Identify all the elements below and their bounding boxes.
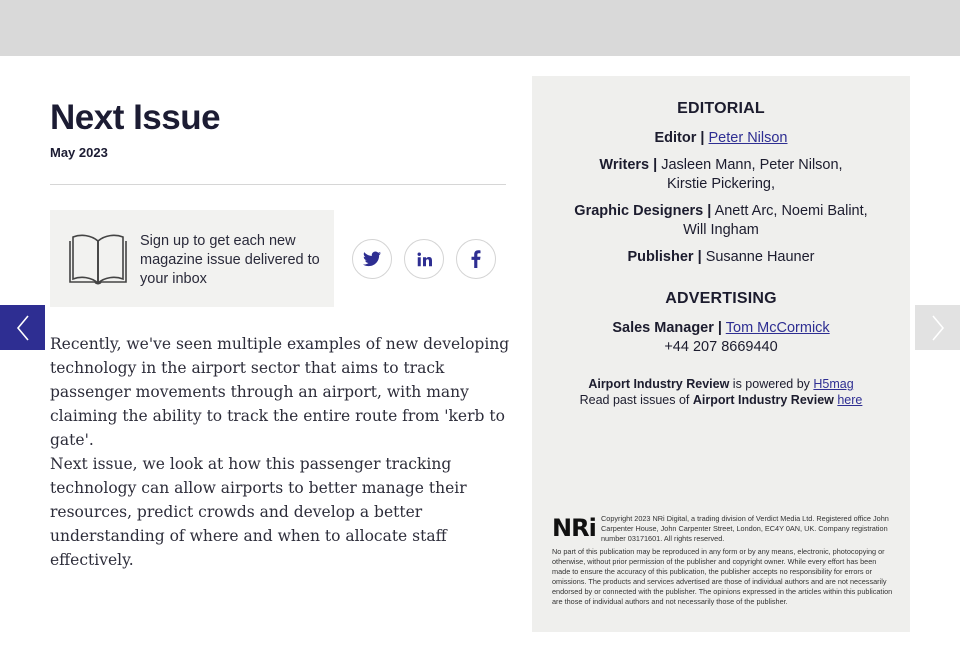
writers-line — [532, 156, 910, 194]
past-issues-line — [532, 392, 910, 408]
sales-label: Sales Manager | — [612, 320, 722, 336]
linkedin-icon — [417, 252, 432, 267]
issue-date: May 2023 — [50, 145, 108, 160]
signup-text: Sign up to get each new magazine issue delivered to your inbox — [140, 233, 320, 287]
designers-names: Anett Arc, Noemi Balint, — [714, 203, 868, 219]
page-title: Next Issue — [50, 98, 221, 137]
past-issues-link[interactable]: here — [837, 393, 863, 407]
facebook-icon — [471, 250, 481, 268]
publisher-name: Susanne Hauner — [705, 249, 815, 265]
newsletter-signup-button[interactable] — [50, 210, 334, 307]
nri-logo: NRi — [552, 514, 596, 542]
facebook-button[interactable] — [456, 239, 496, 279]
publisher-label: Publisher | — [627, 249, 702, 265]
writers-label: Writers | — [599, 157, 658, 173]
editorial-heading: EDITORIAL — [677, 100, 765, 117]
publisher-line — [532, 248, 910, 267]
writers-names-cont: Kirstie Pickering, — [667, 176, 775, 192]
powered-text: is powered by — [729, 377, 814, 391]
top-bar — [0, 0, 960, 56]
chevron-left-icon — [16, 315, 30, 341]
advertising-heading: ADVERTISING — [665, 290, 777, 307]
previous-page-button[interactable] — [0, 305, 45, 350]
divider — [50, 184, 506, 185]
magazine-name: Airport Industry Review — [692, 393, 834, 407]
sales-manager-link[interactable]: Tom McCormick — [725, 320, 830, 336]
linkedin-button[interactable] — [404, 239, 444, 279]
editor-line — [532, 129, 910, 148]
credits-panel — [532, 76, 910, 632]
sales-line — [532, 319, 910, 338]
magazine-name: Airport Industry Review — [588, 377, 730, 391]
twitter-icon — [363, 251, 381, 267]
editor-label: Editor | — [654, 130, 705, 146]
writers-names: Jasleen Mann, Peter Nilson, — [661, 157, 843, 173]
chevron-right-icon — [931, 315, 945, 341]
phone-number: +44 207 8669440 — [664, 339, 778, 355]
powered-by-line — [532, 376, 910, 392]
past-issues-text: Read past issues of — [579, 393, 693, 407]
designers-label: Graphic Designers | — [574, 203, 712, 219]
editor-link[interactable]: Peter Nilson — [708, 130, 788, 146]
article-paragraph: Next issue, we look at how this passenger tracking technology can allow airports to better manage their resources, predict crowds and develop a better understanding of where and when to allocate staff effectively. — [50, 455, 467, 569]
designers-names-cont: Will Ingham — [683, 222, 759, 238]
copyright-text: Copyright 2023 NRi Digital, a trading division of Verdict Media Ltd. Registered office John Carpenter House, John Carpenter Street, London, EC4Y 0AN, UK. Company registration number 03171601. All rights reserved. — [601, 514, 889, 543]
designers-line — [532, 202, 910, 240]
twitter-button[interactable] — [352, 239, 392, 279]
h5mag-link[interactable]: H5mag — [813, 377, 854, 391]
legal-disclaimer: No part of this publication may be reproduced in any form or by any means, electronic, photocopying or otherwise, without prior permission of the publisher and copyright owner. While every effort has been made to ensure the accuracy of this publication, the publisher accepts no responsibility for errors or omissions. The products and services advertised are those of individual authors and are not necessarily endorsed by or connected with the publisher. The opinions expressed in the articles within this publication are those of individual authors and not necessarily those of the publisher. — [552, 547, 893, 606]
open-book-icon — [69, 231, 127, 287]
next-page-button[interactable] — [915, 305, 960, 350]
article-paragraph: Recently, we've seen multiple examples of new developing technology in the airport sector that aims to track passenger movements through an airport, with many claiming the ability to track the entire route from 'kerb to gate'. — [50, 335, 510, 449]
